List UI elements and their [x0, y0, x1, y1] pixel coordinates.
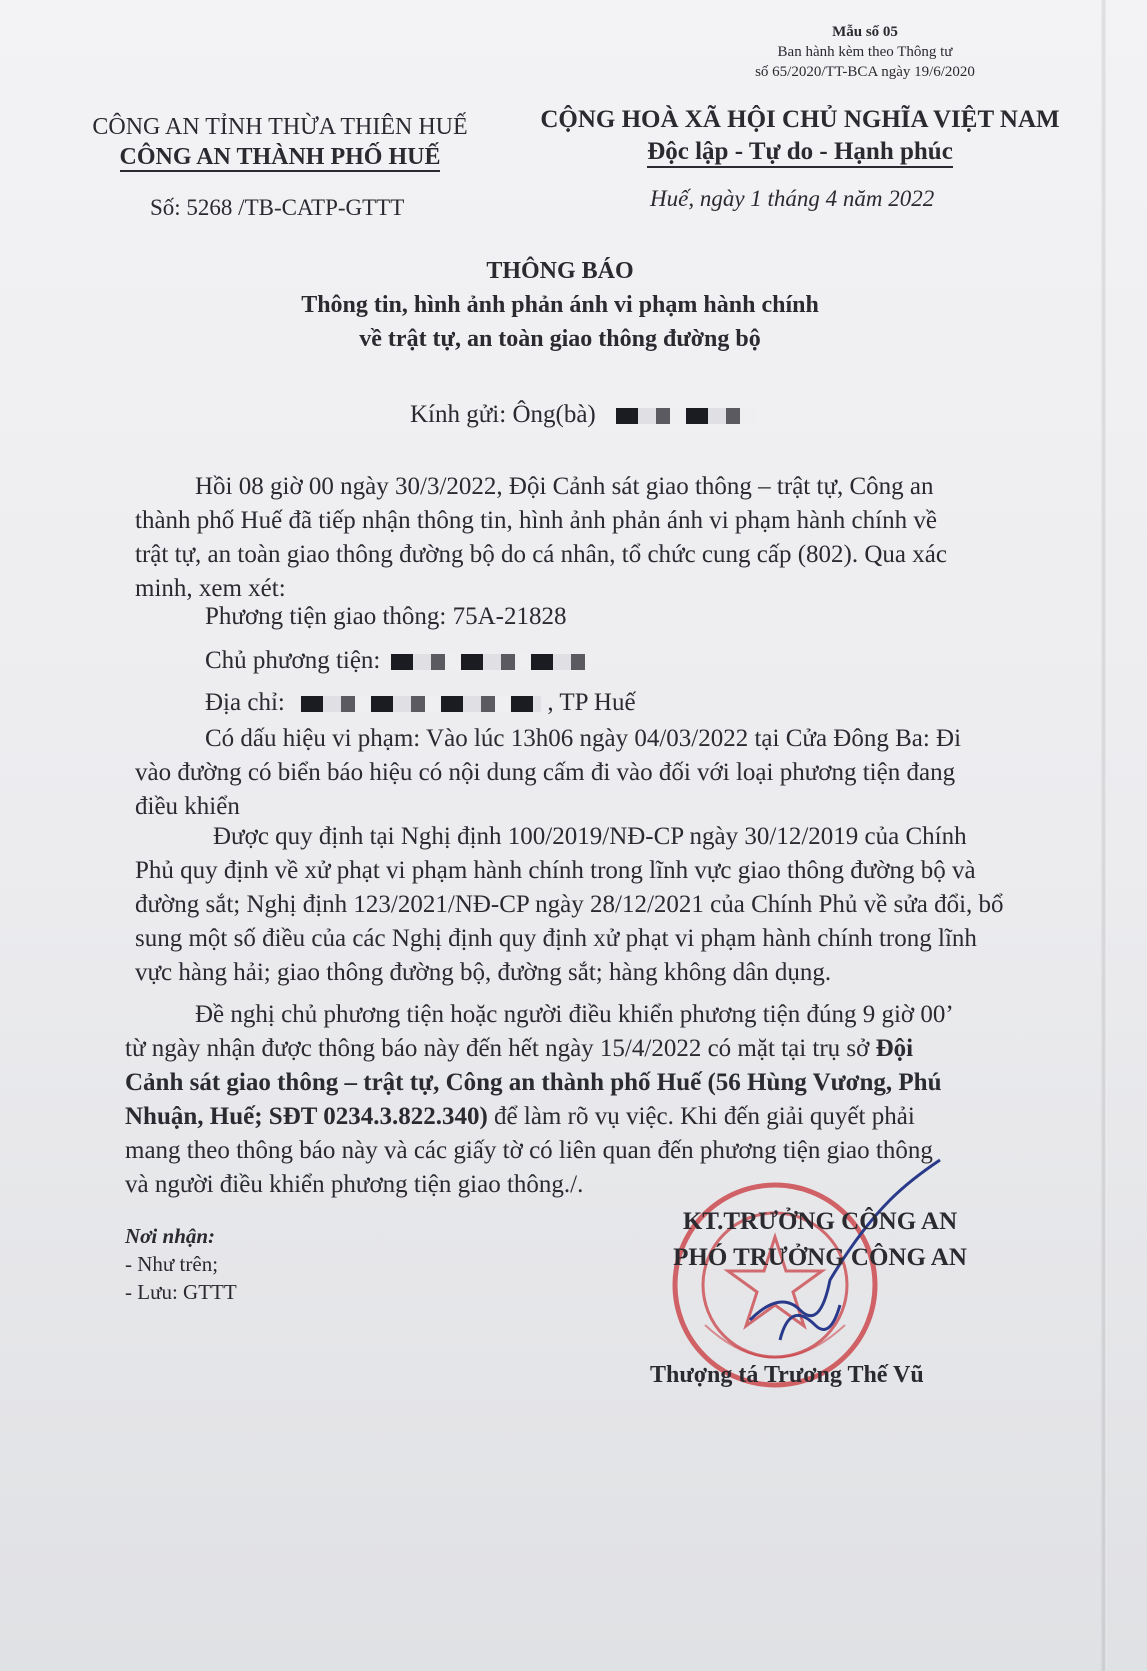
recipients-block: [125, 1222, 237, 1306]
p1-line: trật tự, an toàn giao thông đường bộ do cá nhân, tổ chức cung cấp (802). Qua xác: [135, 541, 947, 568]
national-motto: Độc lập - Tự do - Hạnh phúc: [647, 138, 953, 168]
signer-title1: KT.TRƯỞNG CÔNG AN: [682, 1208, 958, 1235]
p1-line: minh, xem xét:: [135, 575, 286, 602]
addressee-line: [410, 398, 756, 432]
paragraph-1: [135, 470, 1075, 606]
p4-bold: Đội: [875, 1035, 914, 1062]
owner-line: [205, 644, 591, 678]
p4-bold: Nhuận, Huế; SĐT 0234.3.822.340): [125, 1103, 488, 1130]
vehicle-line: Phương tiện giao thông: 75A-21828: [205, 603, 567, 630]
recipients-heading: Nơi nhận:: [125, 1224, 216, 1248]
signer-name: Thượng tá Trương Thế Vũ: [650, 1362, 924, 1388]
addressee-label: Kính gửi: Ông(bà): [410, 401, 596, 428]
p4-line: [125, 1100, 1095, 1134]
p4-line: và người điều khiển phương tiện giao thông./.: [125, 1171, 584, 1198]
recipient-item: - Lưu: GTTT: [125, 1280, 237, 1304]
address-suffix: , TP Huế: [547, 689, 636, 716]
redacted-owner: [391, 654, 591, 670]
form-issued-line2: số 65/2020/TT-BCA ngày 19/6/2020: [755, 64, 975, 80]
p4-text: từ ngày nhận được thông báo này đến hết ngày 15/4/2022 có mặt tại trụ sở: [125, 1035, 876, 1062]
title-sub2: về trật tự, an toàn giao thông đường bộ: [359, 326, 761, 352]
redacted-name: [616, 408, 756, 424]
national-header: [530, 104, 1070, 168]
p3-line: Phủ quy định về xử phạt vi phạm hành chính trong lĩnh vực giao thông đường bộ và: [135, 857, 976, 884]
p1-line: Hồi 08 giờ 00 ngày 30/3/2022, Đội Cảnh sát giao thông – trật tự, Công an: [195, 473, 934, 500]
p3-line: vực hàng hải; giao thông đường bộ, đường sắt; hàng không dân dụng.: [135, 959, 832, 986]
p3-line: đường sắt; Nghị định 123/2021/NĐ-CP ngày 28/12/2021 của Chính Phủ về sửa đổi, bổ: [135, 891, 1004, 918]
p2-line: Có dấu hiệu vi phạm: Vào lúc 13h06 ngày 04/03/2022 tại Cửa Đông Ba: Đi: [205, 725, 962, 752]
p4-line: mang theo thông báo này và các giấy tờ có liên quan đến phương tiện giao thông: [125, 1137, 933, 1164]
title-sub1: Thông tin, hình ảnh phản ánh vi phạm hành chính: [301, 292, 819, 318]
p2-line: vào đường có biển báo hiệu có nội dung cấm đi vào đối với loại phương tiện đang: [135, 759, 956, 786]
document-title: [250, 254, 870, 356]
agency-city: CÔNG AN THÀNH PHỐ HUẾ: [119, 144, 441, 170]
paper-fold-shadow: [1101, 0, 1107, 1671]
address-label: Địa chỉ:: [205, 689, 285, 716]
redacted-address: [301, 696, 541, 712]
signer-title2: PHÓ TRƯỞNG CÔNG AN: [673, 1244, 967, 1271]
agency-header: [70, 112, 490, 172]
p4-line: [125, 1032, 1095, 1066]
p1-line: thành phố Huế đã tiếp nhận thông tin, hình ảnh phản ánh vi phạm hành chính về: [135, 507, 937, 534]
paragraph-2: [135, 722, 1075, 824]
p4-line: Cảnh sát giao thông – trật tự, Công an thành phố Huế (56 Hùng Vương, Phú: [125, 1069, 942, 1096]
document-number: Số: 5268 /TB-CATP-GTTT: [150, 195, 405, 220]
p4-line: Đề nghị chủ phương tiện hoặc người điều khiển phương tiện đúng 9 giờ 00’: [195, 1001, 954, 1028]
signature-block: [640, 1204, 1000, 1276]
recipient-item: - Như trên;: [125, 1252, 219, 1276]
p3-line: sung một số điều của các Nghị định quy định xử phạt vi phạm hành chính trong lĩnh: [135, 925, 977, 952]
agency-province: CÔNG AN TỈNH THỪA THIÊN HUẾ: [92, 114, 468, 140]
form-number: Mẫu số 05: [832, 24, 898, 40]
place-date: Huế, ngày 1 tháng 4 năm 2022: [650, 186, 935, 211]
form-reference: [700, 22, 1030, 82]
national-title: CỘNG HOÀ XÃ HỘI CHỦ NGHĨA VIỆT NAM: [540, 106, 1060, 133]
p2-line: điều khiển: [135, 793, 240, 820]
p4-text: để làm rõ vụ việc. Khi đến giải quyết phải: [487, 1103, 915, 1130]
title-main: THÔNG BÁO: [486, 258, 634, 284]
address-line: [205, 686, 636, 720]
form-issued-line1: Ban hành kèm theo Thông tư: [777, 44, 953, 60]
p3-line: Được quy định tại Nghị định 100/2019/NĐ-CP ngày 30/12/2019 của Chính: [213, 823, 967, 850]
paragraph-3: [135, 820, 1085, 990]
owner-label: Chủ phương tiện:: [205, 647, 381, 674]
